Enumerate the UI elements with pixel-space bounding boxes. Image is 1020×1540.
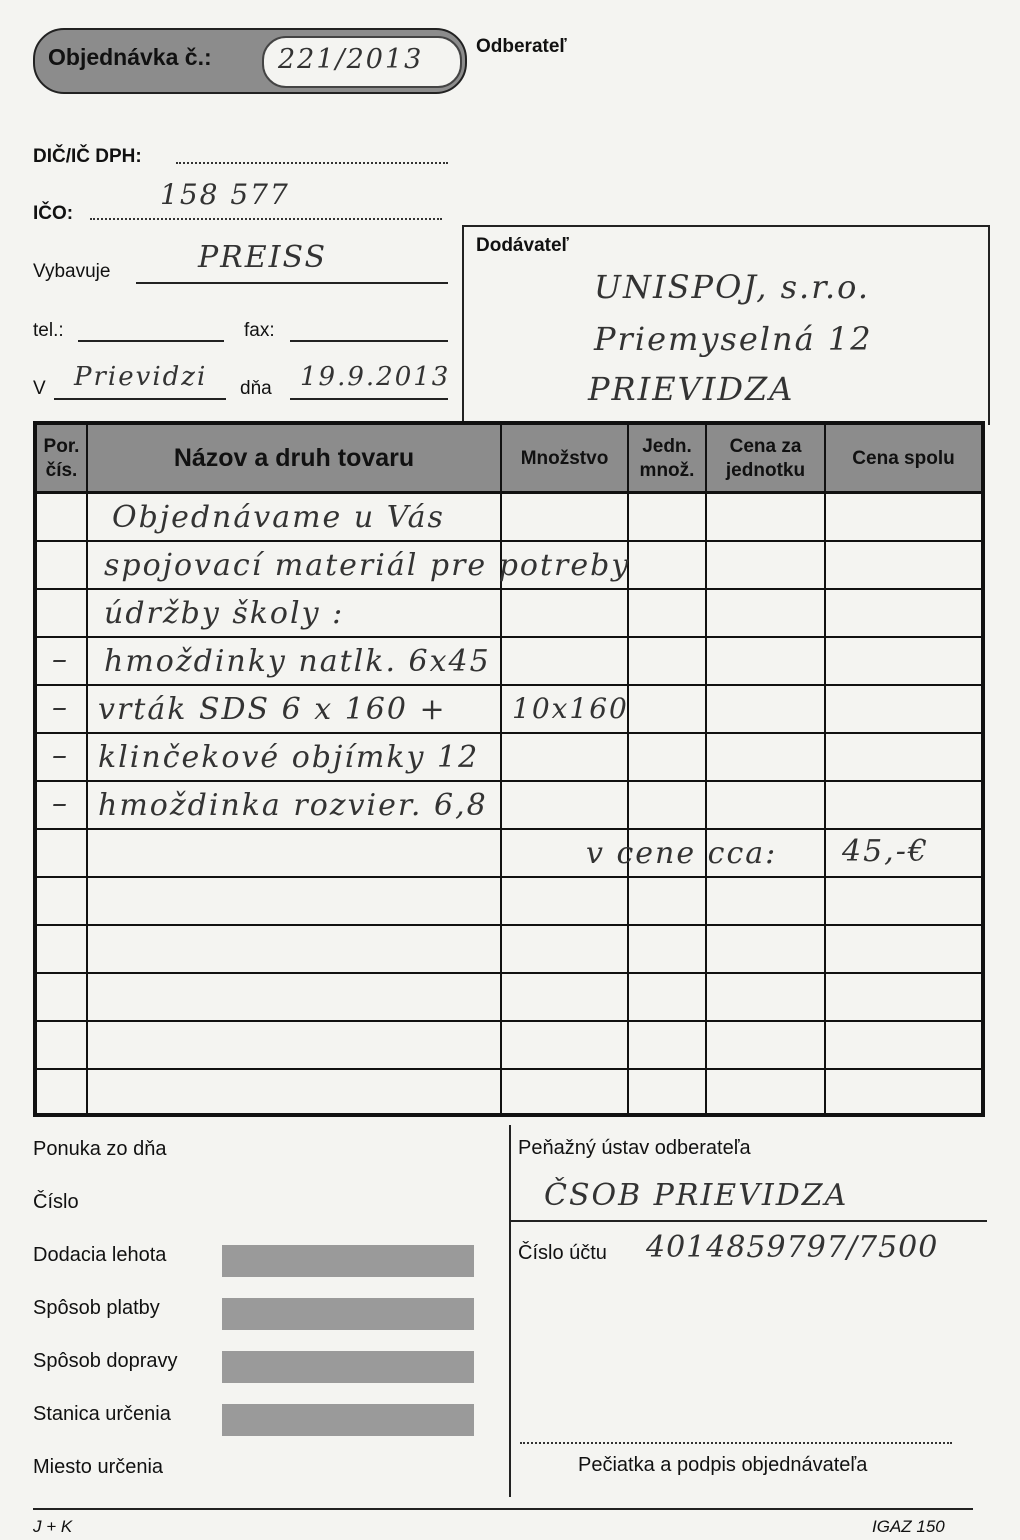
row-line: [37, 924, 981, 926]
ico-value: 158 577: [160, 178, 290, 211]
col-divider: [705, 425, 707, 1113]
table-row-text: hmoždinka rozvier. 6,8: [98, 788, 488, 823]
destination-label: Miesto určenia: [33, 1456, 164, 1478]
transport-method-label: Spôsob dopravy: [33, 1350, 178, 1372]
station-label: Stanica určenia: [33, 1403, 171, 1425]
dic-field[interactable]: [176, 162, 448, 164]
row-line: [37, 588, 981, 590]
handled-by-field[interactable]: [136, 282, 448, 284]
th-num: Por. čís.: [43, 436, 80, 481]
price-value: 45,-€: [842, 834, 929, 869]
col-divider: [500, 425, 502, 1113]
table-row-text: údržby školy :: [104, 596, 345, 631]
tel-label: tel.:: [33, 320, 64, 341]
table-row-text: Objednávame u Vás: [112, 500, 445, 535]
bottom-rule: [33, 1508, 973, 1510]
date-value: 19.9.2013: [300, 362, 451, 392]
delivery-term-label: Dodacia lehota: [33, 1244, 167, 1266]
row-line: [37, 684, 981, 686]
row-line: [37, 732, 981, 734]
bank-line: [509, 1220, 987, 1222]
delivery-term-field[interactable]: [222, 1245, 474, 1277]
dic-label: DIČ/IČ DPH:: [33, 146, 142, 167]
row-line: [37, 972, 981, 974]
table-row-text: vrták SDS 6 x 160 +: [98, 692, 447, 727]
form-code: IGAZ 150: [872, 1517, 945, 1536]
ico-label: IČO:: [33, 203, 74, 224]
footer-divider: [509, 1125, 511, 1497]
col-divider: [824, 425, 826, 1113]
row-line: [37, 1068, 981, 1070]
table-row-num: –: [52, 690, 69, 725]
row-line: [37, 828, 981, 830]
account-label: Číslo účtu: [518, 1242, 607, 1264]
place-field[interactable]: [54, 398, 226, 400]
row-line: [37, 540, 981, 542]
handled-by-value: PREISS: [198, 240, 328, 275]
price-note: v cene cca:: [586, 836, 778, 871]
account-value: 4014859797/7500: [646, 1230, 939, 1265]
customer-label: Odberateľ: [476, 36, 567, 57]
supplier-label: Dodávateľ: [476, 235, 569, 256]
payment-method-field[interactable]: [222, 1298, 474, 1330]
left-code: J + K: [33, 1517, 73, 1536]
table-row-text: spojovací materiál pre potreby: [104, 548, 631, 583]
order-number-value: 221/2013: [278, 44, 424, 75]
payment-method-label: Spôsob platby: [33, 1297, 160, 1319]
number-label: Číslo: [33, 1191, 79, 1213]
fax-label: fax:: [244, 320, 275, 341]
table-row-qty: 10x160: [512, 692, 629, 725]
supplier-street: Priemyselná 12: [594, 320, 873, 358]
supplier-name: UNISPOJ, s.r.o.: [594, 268, 871, 306]
row-line: [37, 1020, 981, 1022]
table-row-text: klinčekové objímky 12: [98, 740, 480, 775]
date-label: dňa: [240, 378, 272, 399]
table-row-num: –: [52, 738, 69, 773]
table-row-text: hmoždinky natlk. 6x45: [104, 644, 491, 679]
th-unit: Jedn. množ.: [639, 436, 695, 481]
col-divider: [627, 425, 629, 1113]
fax-field[interactable]: [290, 340, 448, 342]
stamp-signature-label: Pečiatka a podpis objednávateľa: [578, 1454, 868, 1476]
supplier-city: PRIEVIDZA: [588, 370, 795, 408]
place-label: V: [33, 378, 46, 399]
row-line: [37, 636, 981, 638]
station-field[interactable]: [222, 1404, 474, 1436]
col-divider: [86, 425, 88, 1113]
th-unit-price: Cena za jednotku: [725, 436, 806, 481]
signature-line[interactable]: [520, 1442, 952, 1444]
date-field[interactable]: [290, 398, 448, 400]
place-value: Prievidzi: [74, 362, 208, 392]
transport-method-field[interactable]: [222, 1351, 474, 1383]
order-number-label: Objednávka č.:: [48, 44, 212, 70]
table-row-num: –: [52, 642, 69, 677]
row-line: [37, 780, 981, 782]
bank-label: Peňažný ústav odberateľa: [518, 1137, 751, 1159]
th-name: Názov a druh tovaru: [173, 444, 415, 472]
table-row-num: –: [52, 786, 69, 821]
ico-field[interactable]: [90, 218, 442, 220]
tel-field[interactable]: [78, 340, 224, 342]
offer-date-label: Ponuka zo dňa: [33, 1138, 167, 1160]
row-line: [37, 876, 981, 878]
th-total: Cena spolu: [852, 448, 955, 469]
handled-by-label: Vybavuje: [33, 261, 111, 282]
th-qty: Množstvo: [520, 448, 609, 469]
bank-value: ČSOB PRIEVIDZA: [544, 1178, 849, 1213]
